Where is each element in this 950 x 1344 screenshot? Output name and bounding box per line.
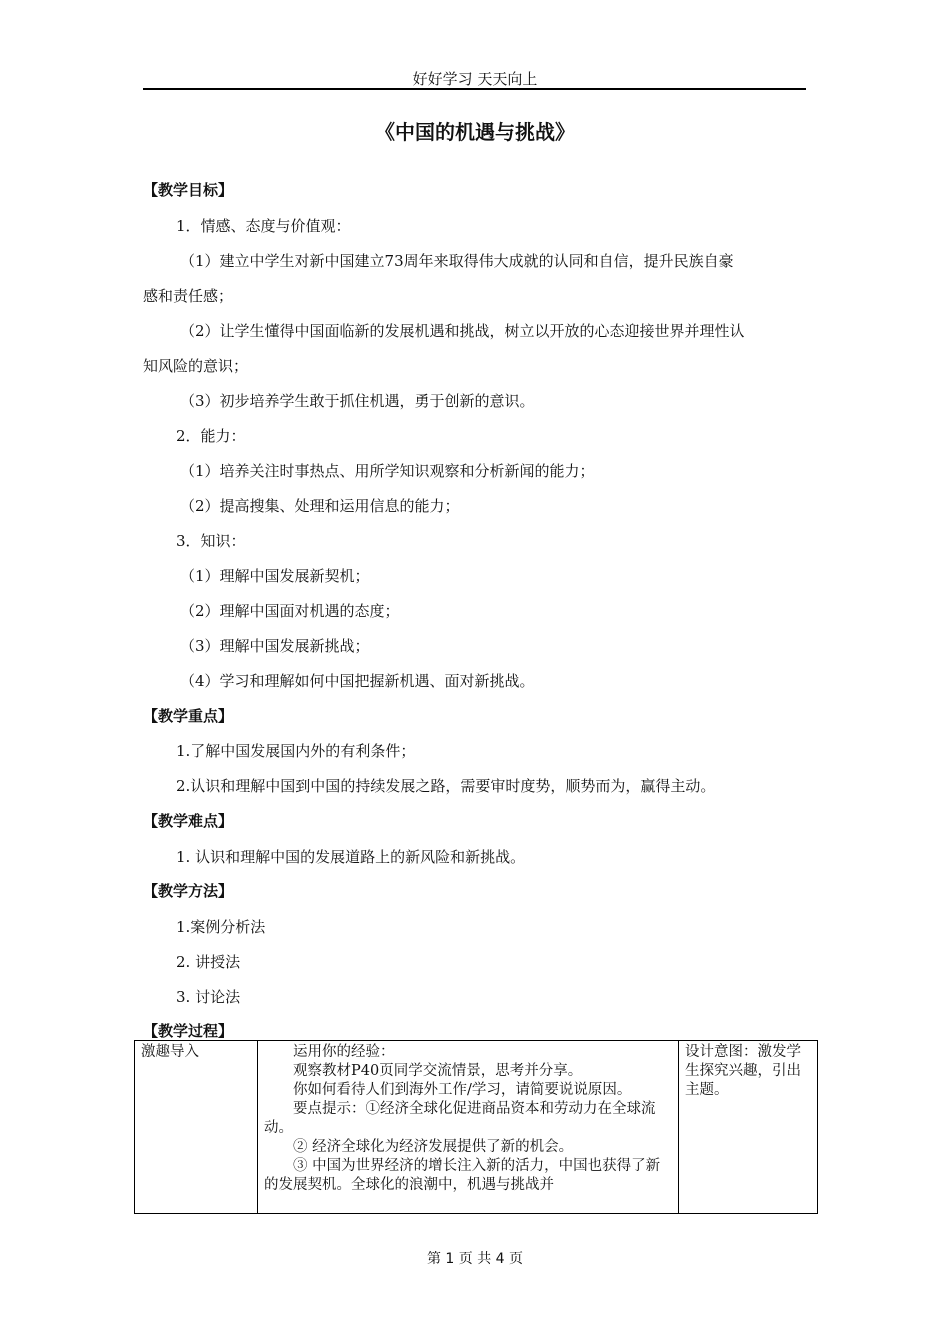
- methods-line: 3. 讨论法: [176, 988, 241, 1006]
- goals-line: （1）培养关注时事热点、用所学知识观察和分析新闻的能力；: [180, 462, 595, 480]
- activity-paragraph: 要点提示：①经济全球化促进商品资本和劳动力在全球流动。: [264, 1101, 656, 1136]
- page-header: 好好学习 天天向上: [412, 70, 538, 88]
- goals-line: 感和责任感；: [143, 287, 234, 305]
- activity-paragraph: ③ 中国为世界经济的增长注入新的活力，中国也获得了新的发展契机。全球化的浪潮中，机遇与挑战并: [264, 1158, 661, 1193]
- key-points-heading: 【教学重点】: [143, 707, 234, 725]
- process-table: [134, 1040, 818, 1214]
- difficult-points-heading: 【教学难点】: [143, 812, 234, 830]
- activity-paragraph: 你如何看待人们到海外工作/学习，请简要说说原因。: [293, 1082, 632, 1098]
- activity-paragraph: 观察教材P40页同学交流情景，思考并分享。: [293, 1063, 583, 1079]
- goals-line: （3）初步培养学生敢于抓住机遇，勇于创新的意识。: [180, 392, 535, 410]
- goals-line: （1）理解中国发展新契机；: [180, 567, 370, 585]
- difficult-points-line: 1. 认识和理解中国的发展道路上的新风险和新挑战。: [176, 848, 526, 866]
- methods-line: 2. 讲授法: [176, 953, 241, 971]
- goals-line: 知风险的意识；: [143, 357, 249, 375]
- goals-line: （4）学习和理解如何中国把握新机遇、面对新挑战。: [180, 672, 535, 690]
- header-rule: [143, 88, 806, 90]
- intent-cell: [679, 1041, 818, 1214]
- activity-cell: [258, 1041, 679, 1214]
- key-points-line: 1.了解中国发展国内外的有利条件；: [176, 742, 416, 760]
- stage-cell: [135, 1041, 258, 1214]
- goals-line: （3）理解中国发展新挑战；: [180, 637, 370, 655]
- key-points-line: 2.认识和理解中国到中国的持续发展之路，需要审时度势，顺势而为，赢得主动。: [176, 777, 716, 795]
- document-title: 《中国的机遇与挑战》: [375, 120, 575, 144]
- goals-line: （2）理解中国面对机遇的态度；: [180, 602, 400, 620]
- process-heading: 【教学过程】: [143, 1022, 234, 1040]
- goals-line: 1．情感、态度与价值观：: [176, 217, 351, 235]
- intent-text: 设计意图：激发学生探究兴趣，引出主题。: [685, 1044, 801, 1098]
- goals-line: 3．知识：: [176, 532, 246, 550]
- stage-label: 激趣导入: [141, 1044, 199, 1060]
- activity-paragraph: 运用你的经验：: [293, 1044, 395, 1060]
- goals-line: （2）提高搜集、处理和运用信息的能力；: [180, 497, 460, 515]
- goals-line: （2）让学生懂得中国面临新的发展机遇和挑战，树立以开放的心态迎接世界并理性认: [180, 322, 745, 340]
- page-footer: 第 1 页 共 4 页: [426, 1251, 524, 1267]
- goals-line: 2．能力：: [176, 427, 246, 445]
- table-row: [135, 1041, 818, 1214]
- activity-paragraph: ② 经济全球化为经济发展提供了新的机会。: [293, 1139, 574, 1155]
- methods-heading: 【教学方法】: [143, 882, 234, 900]
- goals-heading: 【教学目标】: [143, 181, 234, 199]
- methods-line: 1.案例分析法: [176, 918, 266, 936]
- goals-line: （1）建立中学生对新中国建立73周年来取得伟大成就的认同和自信，提升民族自豪: [180, 252, 734, 270]
